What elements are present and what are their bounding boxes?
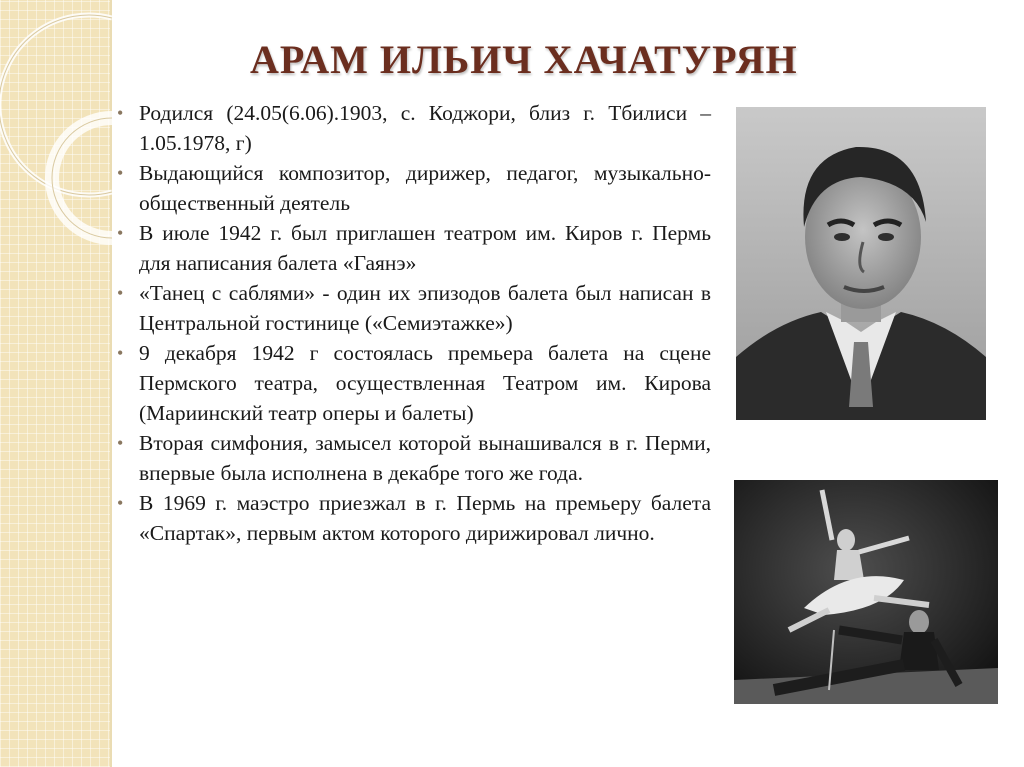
bullet-text: В 1969 г. маэстро приезжал в г. Пермь на премьеру балета «Спартак», первым актом которого дирижировал лично.: [139, 491, 711, 545]
list-item: [115, 218, 711, 278]
bullet-text: «Танец с саблями» - один их эпизодов балета был написан в Центральной гостинице («Семиэтажке»): [139, 281, 711, 335]
bullet-marker: •: [117, 223, 124, 243]
bullet-text: Родился (24.05(6.06).1903, с. Коджори, близ г. Тбилиси – 1.05.1978, г): [139, 101, 711, 155]
bullet-text: Вторая симфония, замысел которой вынашивался в г. Перми, впервые была исполнена в декабре того же года.: [139, 431, 711, 485]
portrait-image-icon: [736, 107, 986, 420]
bullet-marker: •: [117, 493, 124, 513]
ring-inner-arc: [52, 118, 112, 238]
slide-title: АРАМ ИЛЬИЧ ХАЧАТУРЯН: [250, 37, 798, 82]
bullet-marker: •: [117, 163, 124, 183]
list-item: [115, 158, 711, 218]
bullet-text: В июле 1942 г. был приглашен театром им. Киров г. Пермь для написания балета «Гаянэ»: [139, 221, 711, 275]
ballet-image-icon: [734, 480, 998, 704]
bullet-marker: •: [117, 433, 124, 453]
list-item: [115, 278, 711, 338]
bullet-text: 9 декабря 1942 г состоялась премьера балета на сцене Пермского театра, осуществленная Театром им. Кирова (Мариинский театр оперы и балеты): [139, 341, 711, 425]
portrait-photo: [736, 107, 986, 420]
bullet-list: [115, 98, 711, 548]
bullet-marker: •: [117, 343, 124, 363]
ballet-photo: [734, 480, 998, 704]
list-item: [115, 428, 711, 488]
list-item: [115, 338, 711, 428]
list-item: [115, 488, 711, 548]
bullet-marker: •: [117, 103, 124, 123]
bullet-marker: •: [117, 283, 124, 303]
bullet-text: Выдающийся композитор, дирижер, педагог, музыкально-общественный деятель: [139, 161, 711, 215]
list-item: [115, 98, 711, 158]
